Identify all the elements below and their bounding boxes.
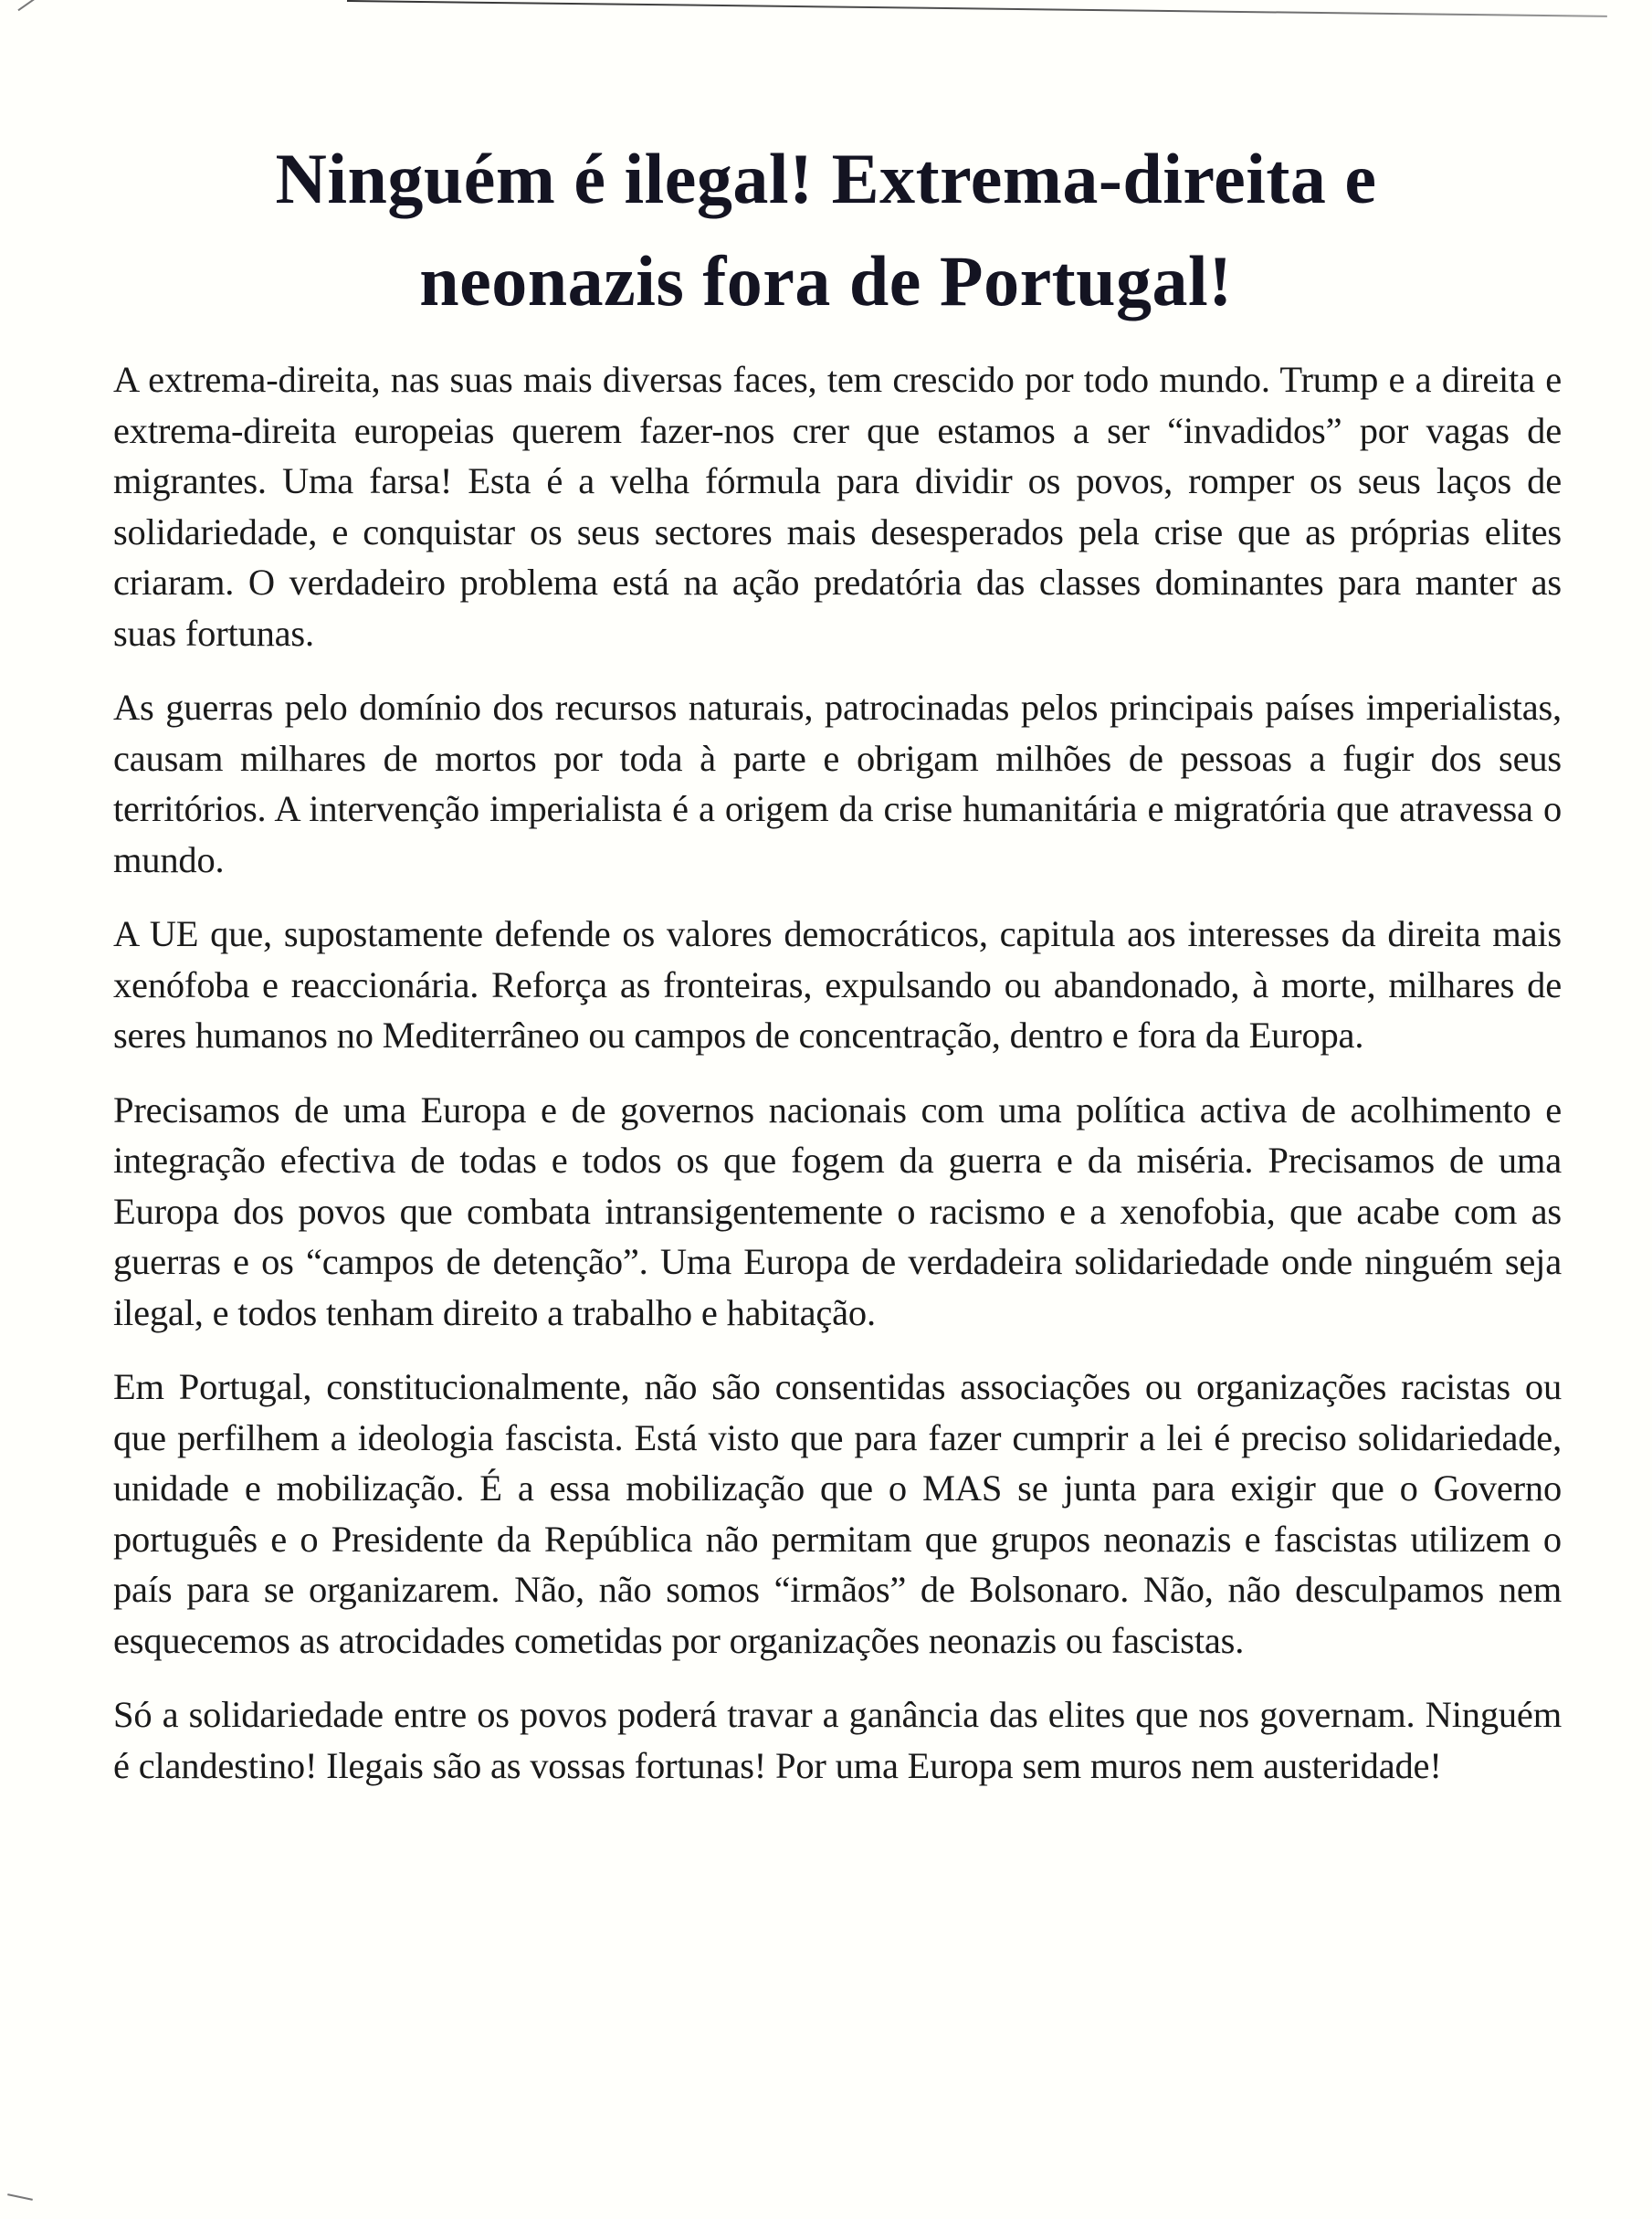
document-body [113,354,1562,1814]
scan-top-edge-line [347,0,1607,17]
paragraph-far-right-rise: A extrema-direita, nas suas mais diversas faces, tem crescido por todo mundo. Trump e a direita e extrema-direita europeias querem fazer-nos crer que estamos a ser “invadidos” por vagas de migrantes. Uma farsa! Esta é a velha fórmula para dividir os povos, romper os seus laços de solidariedade, e conquistar os seus sectores mais desesperados pela crise que as próprias elites criaram. O verdadeiro problema está na ação predatória das classes dominantes para manter as suas fortunas. [113,359,1562,654]
page-title [0,128,1652,332]
paragraph-portugal-constitution: Em Portugal, constitucionalmente, não são consentidas associações ou organizações racistas ou que perfilhem a ideologia fascista. Está visto que para fazer cumprir a lei é preciso solidariedade, unidade e mobilização. É a essa mobilização que o MAS se junta para exigir que o Governo português e o Presidente da República não permitam que grupos neonazis e fascistas utilizem o país para se organizarem. Não, não somos “irmãos” de Bolsonaro. Não, não desculpamos nem esquecemos as atrocidades cometidas por organizações neonazis ou fascistas. [113,1366,1562,1661]
scan-corner-mark [17,0,35,11]
paragraph-eu-borders: A UE que, supostamente defende os valores democráticos, capitula aos interesses da direita mais xenófoba e reaccionária. Reforça as fronteiras, expulsando ou abandonado, à morte, milhares de seres humanos no Mediterrâneo ou campos de concentração, dentro e fora da Europa. [113,913,1562,1056]
title-line-1: Ninguém é ilegal! Extrema-direita e [275,139,1377,218]
scan-corner-mark-bottom [7,2193,33,2201]
paragraph-europe-welcome: Precisamos de uma Europa e de governos nacionais com uma política activa de acolhimento e integração efectiva de todas e todos os que fogem da guerra e da miséria. Precisamos de uma Europa dos povos que combata intransigentemente o racismo e a xenofobia, que acabe com as guerras e os “campos de detenção”. Uma Europa de verdadeira solidariedade onde ninguém seja ilegal, e todos tenham direito a trabalho e habitação. [113,1088,1562,1333]
paragraph-wars-resources: As guerras pelo domínio dos recursos naturais, patrocinadas pelos principais países imperialistas, causam milhares de mortos por toda à parte e obrigam milhões de pessoas a fugir dos seus territórios. A intervenção imperialista é a origem da crise humanitária e migratória que atravessa o mundo. [113,687,1562,880]
title-line-2: neonazis fora de Portugal! [419,241,1233,321]
paragraph-closing-call: Só a solidariedade entre os povos poderá travar a ganância das elites que nos governam. Ninguém é clandestino! Ilegais são as vossas fortunas! Por uma Europa sem muros nem austeridade! [113,1694,1562,1786]
